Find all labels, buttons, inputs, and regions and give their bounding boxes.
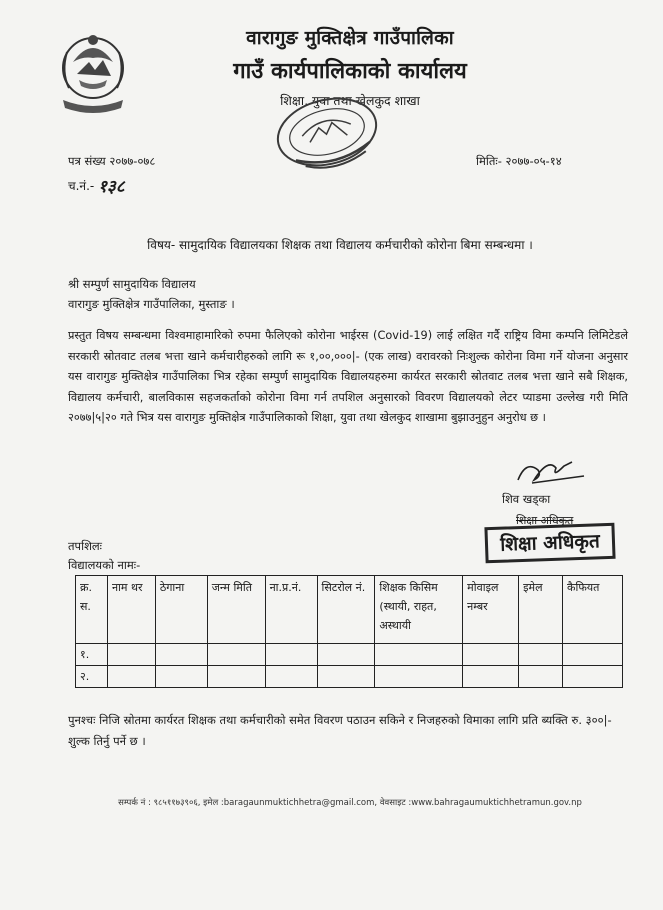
col-email: इमेल: [519, 576, 563, 644]
contact-footer: सम्पर्क नं : ९८५११७३९०६, इमेल :baragaunmuktichhetra@gmail.com, वेवसाइट :www.bahragaumuktichhetramun.gov.np: [118, 798, 582, 808]
col-name: नाम थर: [107, 576, 155, 644]
col-citizenship-no: ना.प्र.नं.: [265, 576, 317, 644]
dispatch-value: १३८: [98, 177, 125, 197]
postscript-note: पुनश्चः निजि स्रोतमा कार्यरत शिक्षक तथा कर्मचारीको समेत विवरण पठाउन सकिने र निजहरुको विमाका लागि प्रति ब्यक्ति रु. ३००|- शुल्क तिर्नु पर्ने छ ।: [68, 713, 612, 748]
letter-subject: विषय- सामुदायिक विद्यालयका शिक्षक तथा विद्यालय कर्मचारीको कोरोना बिमा सम्बन्धमा ।: [147, 238, 533, 252]
office-stamp-icon: [268, 86, 386, 178]
designation-seal: शिक्षा अधिकृत: [484, 523, 615, 564]
nepal-emblem-icon: [55, 22, 131, 118]
letter-body: प्रस्तुत विषय सम्बन्धमा विश्वमाहामारिको रुपमा फैलिएको कोरोना भाईरस (Covid-19) लाई लक्षित गर्दै राष्ट्रिय विमा कम्पनि लिमिटेडले सरकारी स्रोतवाट तलब भत्ता खाने कर्मचारीहरुको लागि रू १,००,०००|- (एक लाख) वरावरको निःशुल्क कोरोना विमा गर्ने योजना अनुसार यस वारागुङ मुक्तिक्षेत्र गाउँपालिका भित्र रहेका सम्पुर्ण सामुदायिक विद्यालयहरुमा कार्यरत सरकारी स्रोतवाट तलब भत्ता खाने सबै शिक्षक, विद्यालय कर्मचारी, बालविकास सहजकर्ताको कोरोना विमा गर्न तपशिल अनुसारको विवरण विद्यालयको लेटर प्याडमा उल्लेख गरी मिति २०७७|५|२० गते भित्र यस वारागुङ मुक्तिक्षेत्र गाउँपालिकाको शिक्षा, युवा तथा खेलकुद शाखामा बुझाउनुहुन अनुरोध छ ।: [68, 329, 628, 424]
addressee-line-1: श्री सम्पुर्ण सामुदायिक विद्यालय: [68, 277, 196, 291]
table-row: [76, 644, 623, 666]
date-value: २०७७-०५-१४: [505, 154, 562, 168]
addressee-line-2: वारागुङ मुक्तिक्षेत्र गाउँपालिका, मुस्ताङ ।: [68, 297, 235, 311]
section-name: शिक्षा, युवा तथा खेलकुद शाखा: [280, 93, 420, 108]
details-label: तपशिलः: [68, 539, 103, 553]
school-name-label: विद्यालयको नामः-: [68, 558, 141, 572]
date-label: मितिः-: [476, 154, 502, 168]
row-serial: २.: [76, 666, 108, 688]
col-serial: क्र. स.: [76, 576, 108, 644]
table-row: [76, 666, 623, 688]
reference-label: पत्र संख्य: [68, 154, 106, 168]
row-serial: १.: [76, 644, 108, 666]
dispatch-number: [68, 174, 125, 197]
signatory-title: शिक्षा अधिकृत: [516, 514, 574, 527]
handwritten-signature-icon: [512, 456, 592, 486]
dispatch-label: च.नं.-: [68, 179, 95, 193]
signatory-name: शिव खड्का: [502, 492, 551, 506]
table-header-row: [76, 576, 623, 644]
col-sheet-roll-no: सिटरोल नं.: [317, 576, 375, 644]
col-mobile-no: मोवाइल नम्बर: [463, 576, 519, 644]
office-title: गाउँ कार्यपालिकाको कार्यालय: [233, 59, 467, 84]
reference-value: २०७७-०७८: [109, 154, 156, 168]
col-birth-date: जन्म मिति: [207, 576, 265, 644]
details-table: [75, 575, 623, 688]
col-address: ठेगाना: [155, 576, 207, 644]
col-remarks: कैफियत: [563, 576, 623, 644]
reference-number: [68, 154, 155, 169]
col-teacher-type: शिक्षक किसिम (स्थायी, राहत, अस्थायी: [375, 576, 463, 644]
letter-date: [476, 154, 562, 169]
office-name: वारागुङ मुक्तिक्षेत्र गाउँपालिका: [246, 27, 454, 49]
